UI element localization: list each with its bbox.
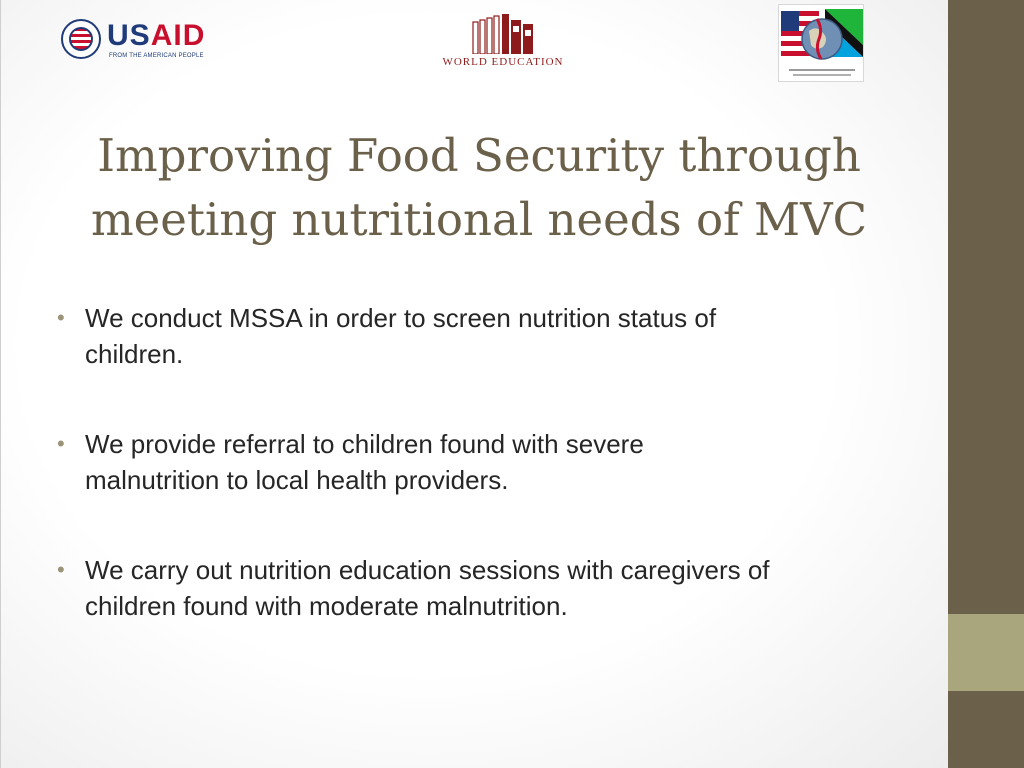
usaid-word-us: US: [107, 19, 151, 52]
partner-logo: [778, 4, 864, 82]
bullet-marker-icon: •: [57, 431, 65, 456]
bullet-item: [57, 300, 917, 372]
usaid-tagline: FROM THE AMERICAN PEOPLE: [109, 53, 204, 59]
world-education-logo: [441, 12, 565, 70]
bullet-text-line-2: children.: [85, 339, 184, 369]
bullet-marker-icon: •: [57, 305, 65, 330]
bullet-item: [57, 552, 917, 624]
side-decoration-accent: [948, 614, 1024, 691]
bullet-text-line-1: We carry out nutrition education sessions with caregivers of: [85, 555, 770, 585]
bullet-text-line-2: children found with moderate malnutrition.: [85, 591, 568, 621]
partner-flag-logo-icon: [779, 5, 864, 82]
bullet-text-line-1: We provide referral to children found with severe: [85, 429, 644, 459]
world-education-name: WORLD EDUCATION: [442, 56, 564, 68]
usaid-word-aid: AID: [150, 19, 206, 52]
slide-title-line-2: meeting nutritional needs of MVC: [90, 193, 868, 246]
bullet-marker-icon: •: [57, 557, 65, 582]
bullet-text-line-1: We conduct MSSA in order to screen nutrition status of: [85, 303, 717, 333]
slide-title: [41, 124, 917, 252]
slide-title-line-1: Improving Food Security through: [97, 129, 861, 182]
bullet-item: [57, 426, 917, 498]
usaid-wordmark: [107, 19, 205, 53]
world-education-logo-icon: [471, 14, 537, 54]
bullet-text-line-2: malnutrition to local health providers.: [85, 465, 509, 495]
usaid-seal-icon: [61, 19, 101, 59]
bullet-list: [57, 300, 917, 678]
usaid-logo: [59, 17, 215, 65]
